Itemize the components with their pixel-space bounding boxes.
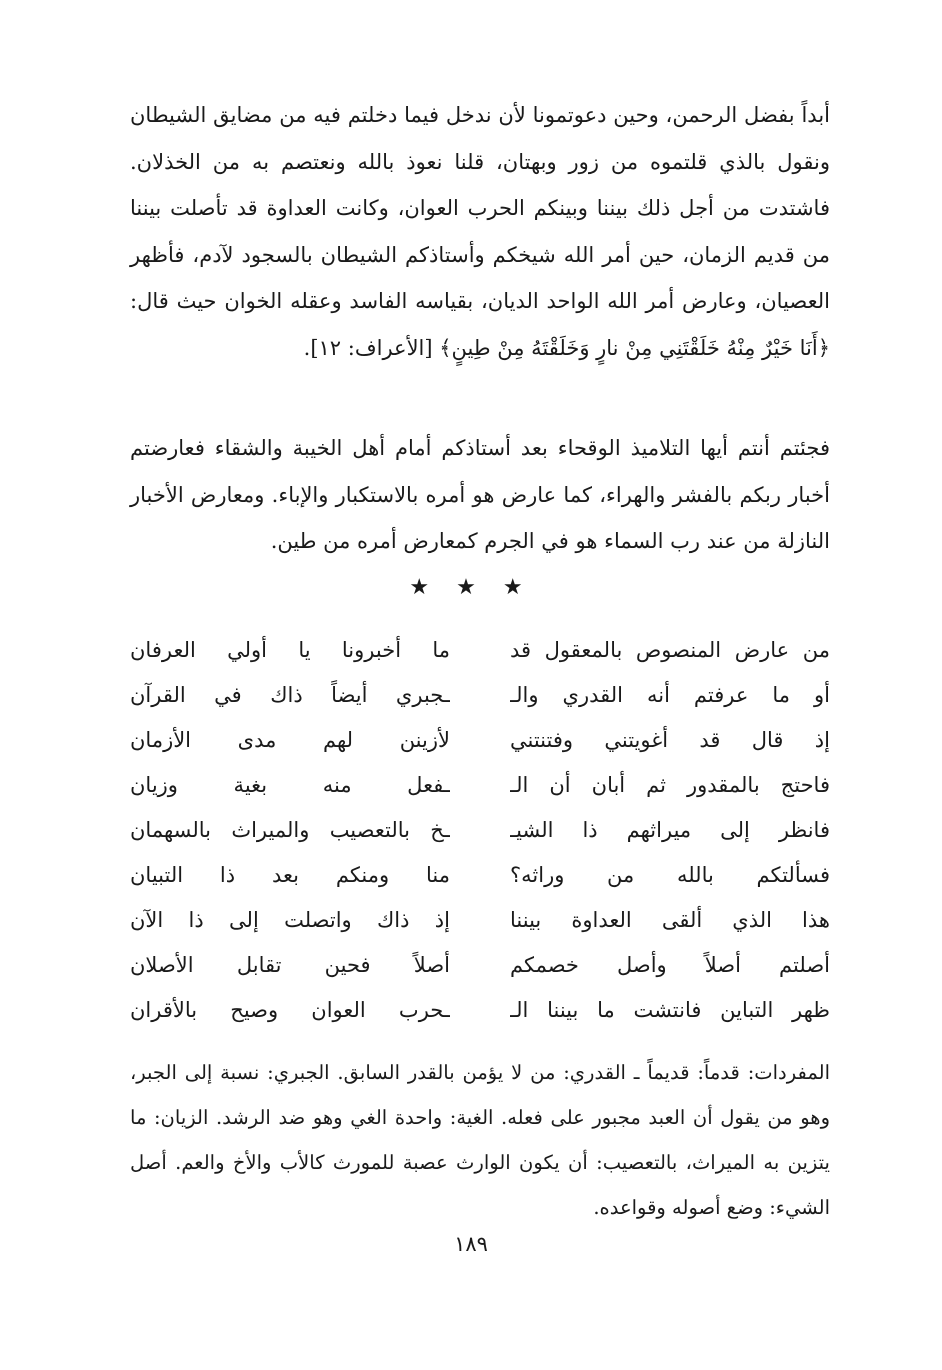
verse-4 <box>130 763 830 808</box>
verse-second-hemistich: ـحرب العوان وصيح بالأقران <box>130 998 450 1022</box>
verse-first-hemistich: أو ما عرفتم أنه القدري والـ <box>510 683 830 707</box>
verse-second-hemistich: إذ ذاك واتصلت إلى ذا الآن <box>130 908 450 932</box>
verse-second-hemistich: ـفعل منه بغية وزيان <box>130 773 450 797</box>
verse-first-hemistich: فاحتج بالمقدور ثم أبان أن الـ <box>510 773 830 797</box>
page-number: ١٨٩ <box>454 1232 488 1256</box>
verse-second-hemistich: لأزينن لهم مدى الأزمان <box>130 728 450 752</box>
verse-6 <box>130 853 830 898</box>
verse-7 <box>130 898 830 943</box>
verse-first-hemistich: فانظر إلى ميراثهم ذا الشيـ <box>510 818 830 842</box>
verse-8 <box>130 943 830 988</box>
verse-first-hemistich: من عارض المنصوص بالمعقول قد <box>510 638 830 662</box>
verse-1 <box>130 628 830 673</box>
verse-5 <box>130 808 830 853</box>
paragraph-2: فجئتم أنتم أيها التلاميذ الوقحاء بعد أستاذكم أمام أهل الخيبة والشقاء فعارضتم أخبار ربكم بالفشر والهراء، كما عارض هو أمره بالاستكبار والإباء. ومعارض الأخبار النازلة من عند رب السماء هو في الجرم كمعارض أمره من طين. <box>130 436 830 553</box>
poem <box>130 628 830 1033</box>
verse-second-hemistich: ـجبري أيضاً ذاك في القرآن <box>130 683 450 707</box>
verse-3 <box>130 718 830 763</box>
verse-first-hemistich: إذ قال قد أغويتني وفتنتني <box>510 728 830 752</box>
verse-first-hemistich: ظهر التباين فانتشت ما بيننا الـ <box>510 998 830 1022</box>
verse-second-hemistich: ـخ بالتعصيب والميراث بالسهمان <box>130 818 450 842</box>
verse-second-hemistich: ما أخبرونا يا أولي العرفان <box>130 638 450 662</box>
verse-2 <box>130 673 830 718</box>
verse-second-hemistich: أصلاً فحين تقابل الأصلان <box>130 953 450 977</box>
paragraph-1: أبداً بفضل الرحمن، وحين دعوتمونا لأن ندخل فيما دخلتم فيه من مضايق الشيطان ونقول بالذي قلتموه من زور وبهتان، قلنا نعوذ بالله ونعتصم به من الخذلان. فاشتدت من أجل ذلك بيننا وبينكم الحرب العوان، وكانت العداوة قد تأصلت بيننا من قديم الزمان، حين أمر الله شيخكم وأستاذكم الشيطان بالسجود لآدم، فأظهر العصيان، وعارض أمر الله الواحد الديان، بقياسه الفاسد وعقله الخوان حيث قال: ﴿أَنَا خَيْرٌ مِنْهُ خَلَقْتَنِي مِنْ نارٍ وَخَلَقْتَهُ مِنْ طِينٍ﴾ [الأعراف: ١٢]. <box>130 103 830 360</box>
section-separator: ★ ★ ★ <box>409 575 533 600</box>
verse-second-hemistich: منا ومنكم بعد ذا التبيان <box>130 863 450 887</box>
verse-first-hemistich: فسألتكم بالله من وراثه؟ <box>510 863 830 887</box>
verse-9 <box>130 988 830 1033</box>
verse-first-hemistich: أصلتم أصلاً وأصل خصمكم <box>510 953 830 977</box>
verse-first-hemistich: هذا الذي ألقى العداوة بيننا <box>510 908 830 932</box>
vocabulary-notes: المفردات: قدماً: قديماً ـ القدري: من لا يؤمن بالقدر السابق. الجبري: نسبة إلى الجبر، وهو من يقول أن العبد مجبور على فعله. الغية: واحدة الغي وهو ضد الرشد. الزيان: ما يتزين به الميراث، بالتعصيب: أن يكون الوارث عصبة للمورث كالأب والأخ والعم. أصل الشيء: وضع أصوله وقواعده. <box>130 1061 830 1219</box>
